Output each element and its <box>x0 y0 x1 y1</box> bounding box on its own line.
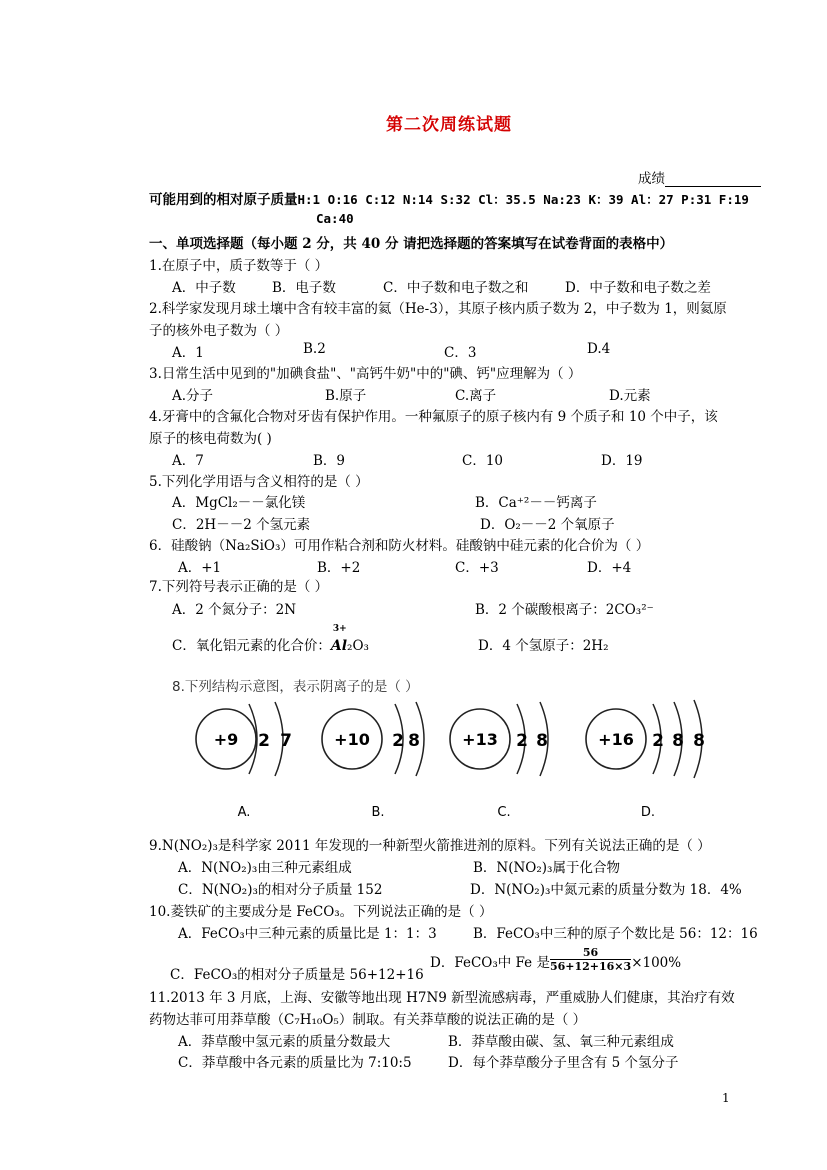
q4-option-d: D．19 <box>601 453 643 469</box>
diagram-d-shell-2: 8 <box>672 731 684 751</box>
score-field <box>638 167 761 187</box>
q10-option-c: C．FeCO₃的相对分子质量是 56+12+16 <box>170 967 424 983</box>
diagram-a-nucleus: +9 <box>213 730 239 749</box>
q9-option-a: A．N(NO₂)₃由三种元素组成 <box>178 860 352 876</box>
diagram-d-shell-3: 8 <box>693 731 705 751</box>
atomic-mass-line <box>149 188 749 208</box>
q9-option-d: D．N(NO₂)₃中氮元素的质量分数为 18．4% <box>470 882 742 898</box>
q11-option-b: B．莽草酸由碳、氢、氧三种元素组成 <box>448 1034 674 1050</box>
question-5: 5.下列化学用语与含义相符的是（ ） <box>149 474 369 490</box>
diagram-a-label: A. <box>237 805 251 820</box>
diagram-c-shell-2: 8 <box>536 731 548 751</box>
q6-option-d: D．+4 <box>587 560 632 576</box>
diagram-d-nucleus: +16 <box>598 730 634 749</box>
diagram-a-shell-2: 7 <box>280 731 292 751</box>
q5-option-a: A．MgCl₂－－氯化镁 <box>172 495 306 511</box>
q7-option-d: D．4 个氢原子：2H₂ <box>478 638 609 654</box>
q10-d-text: D．FeCO₃中 Fe 是 <box>430 955 550 971</box>
question-2-line-1: 2.科学家发现月球土壤中含有较丰富的氦（He-3），其原子核内质子数为 2，中子数为 1，则氦原 <box>149 301 727 317</box>
q6-option-a: A．+1 <box>178 560 222 576</box>
question-9: 9.N(NO₂)₃是科学家 2011 年发现的一种新型火箭推进剂的原料。下列有关说法正确的是（ ） <box>149 838 711 854</box>
diagram-d <box>586 700 705 820</box>
atomic-structure-diagrams <box>150 692 730 832</box>
question-11-line-1: 11.2013 年 3 月底，上海、安徽等地出现 H7N9 新型流感病毒，严重威胁人们健康，其治疗有效 <box>149 990 735 1006</box>
q4-option-a: A．7 <box>172 453 204 469</box>
q1-option-d: D．中子数和电子数之差 <box>565 280 711 296</box>
page-title: 第二次周练试题 <box>386 115 512 135</box>
diagram-d-shell-1: 2 <box>652 731 664 751</box>
score-label: 成绩 <box>638 171 665 187</box>
diagram-c-label: C. <box>497 805 511 820</box>
diagram-c-shell-1: 2 <box>516 731 528 751</box>
question-4-line-2: 原子的核电荷数为( ) <box>149 431 272 447</box>
diagram-c-nucleus: +13 <box>462 730 498 749</box>
question-4-line-1: 4.牙膏中的含氟化合物对牙齿有保护作用。一种氟原子的原子核内有 9 个质子和 10 个中子，该 <box>149 409 718 425</box>
q7-c-symbol: Al <box>330 638 348 654</box>
q3-option-a: A.分子 <box>172 388 214 404</box>
q11-option-a: A．莽草酸中氢元素的质量分数最大 <box>178 1034 391 1050</box>
q7-option-c <box>172 624 369 654</box>
q10-d-denominator: 56+12+16×3 <box>549 960 632 973</box>
diagram-d-label: D. <box>640 805 656 820</box>
page-number: 1 <box>722 1091 730 1105</box>
q7-c-valence: 3+ <box>332 624 347 634</box>
q6-option-c: C．+3 <box>455 560 499 576</box>
q6-option-b: B．+2 <box>317 560 361 576</box>
q11-option-c: C．莽草酸中各元素的质量比为 7:10:5 <box>178 1055 412 1071</box>
q10-option-b: B．FeCO₃中三种的原子个数比是 56：12：16 <box>473 926 758 942</box>
diagram-b <box>322 702 424 820</box>
q10-option-a: A．FeCO₃中三种元素的质量比是 1：1：3 <box>178 926 437 942</box>
section-heading: 一、单项选择题（每小题 2 分，共 40 分 请把选择题的答案填写在试卷背面的表格中） <box>149 236 674 252</box>
diagram-a-shell-1: 2 <box>258 731 270 751</box>
diagram-b-shell-2: 8 <box>408 731 420 751</box>
diagram-b-nucleus: +10 <box>334 730 370 749</box>
atomic-mass-values-2: Ca:40 <box>316 211 354 226</box>
q5-option-d: D．O₂－－2 个氧原子 <box>480 517 615 533</box>
q4-option-c: C．10 <box>462 453 504 469</box>
question-1: 1.在原子中，质子数等于（ ） <box>149 258 329 274</box>
q2-option-b: B.2 <box>303 341 326 357</box>
q11-option-d: D．每个莽草酸分子里含有 5 个氢分子 <box>448 1055 679 1071</box>
q3-option-b: B.原子 <box>325 388 367 404</box>
q3-option-d: D.元素 <box>609 388 651 404</box>
question-8: 8.下列结构示意图，表示阴离子的是（ ） <box>172 679 419 695</box>
q7-option-b: B．2 个碳酸根离子：2CO₃²⁻ <box>475 602 654 618</box>
q10-d-percent: ×100% <box>631 955 682 971</box>
question-2-line-2: 子的核外电子数为（ ） <box>149 323 289 339</box>
question-6: 6．硅酸钠（Na₂SiO₃）可用作粘合剂和防火材料。硅酸钠中硅元素的化合价为（ ） <box>149 538 650 554</box>
q9-option-b: B．N(NO₂)₃属于化合物 <box>473 860 620 876</box>
q1-option-b: B．电子数 <box>272 280 336 296</box>
question-7: 7.下列符号表示正确的是（ ） <box>149 579 329 595</box>
q1-option-a: A．中子数 <box>172 280 236 296</box>
q1-option-c: C．中子数和电子数之和 <box>383 280 529 296</box>
q2-option-d: D.4 <box>587 341 611 357</box>
question-3: 3.日常生活中见到的"加碘食盐"、"高钙牛奶"中的"碘、钙"应理解为（ ） <box>149 366 582 382</box>
q7-c-text: C．氧化铝元素的化合价： <box>172 638 331 654</box>
q9-option-c: C．N(NO₂)₃的相对分子质量 152 <box>178 882 383 898</box>
q10-d-fraction <box>550 946 631 973</box>
q10-d-numerator: 56 <box>550 946 631 960</box>
atomic-mass-label: 可能用到的相对原子质量 <box>149 192 298 208</box>
diagram-c <box>450 702 548 820</box>
diagram-b-label: B. <box>371 805 385 820</box>
q10-option-d <box>430 946 681 973</box>
q2-option-c: C．3 <box>444 345 477 361</box>
question-11-line-2: 药物达菲可用莽草酸（C₇H₁₀O₅）制取。有关莽草酸的说法正确的是（ ） <box>149 1012 587 1028</box>
q5-option-b: B．Ca⁺²－－钙离子 <box>475 495 597 511</box>
score-blank <box>665 174 761 187</box>
atomic-mass-values: H:1 O:16 C:12 N:14 S:32 Cl：35.5 Na:23 K：39 Al：27 P:31 F:19 <box>297 192 749 207</box>
q7-option-a: A．2 个氮分子：2N <box>172 602 297 618</box>
diagram-a <box>196 702 292 820</box>
question-10: 10.菱铁矿的主要成分是 FeCO₃。下列说法正确的是（ ） <box>149 904 493 920</box>
q5-option-c: C．2H－－2 个氢元素 <box>172 517 311 533</box>
q2-option-a: A．1 <box>172 345 204 361</box>
q3-option-c: C.离子 <box>455 388 497 404</box>
q7-c-formula: ₂O₃ <box>347 638 369 654</box>
q4-option-b: B．9 <box>313 453 346 469</box>
diagram-b-shell-1: 2 <box>392 731 404 751</box>
